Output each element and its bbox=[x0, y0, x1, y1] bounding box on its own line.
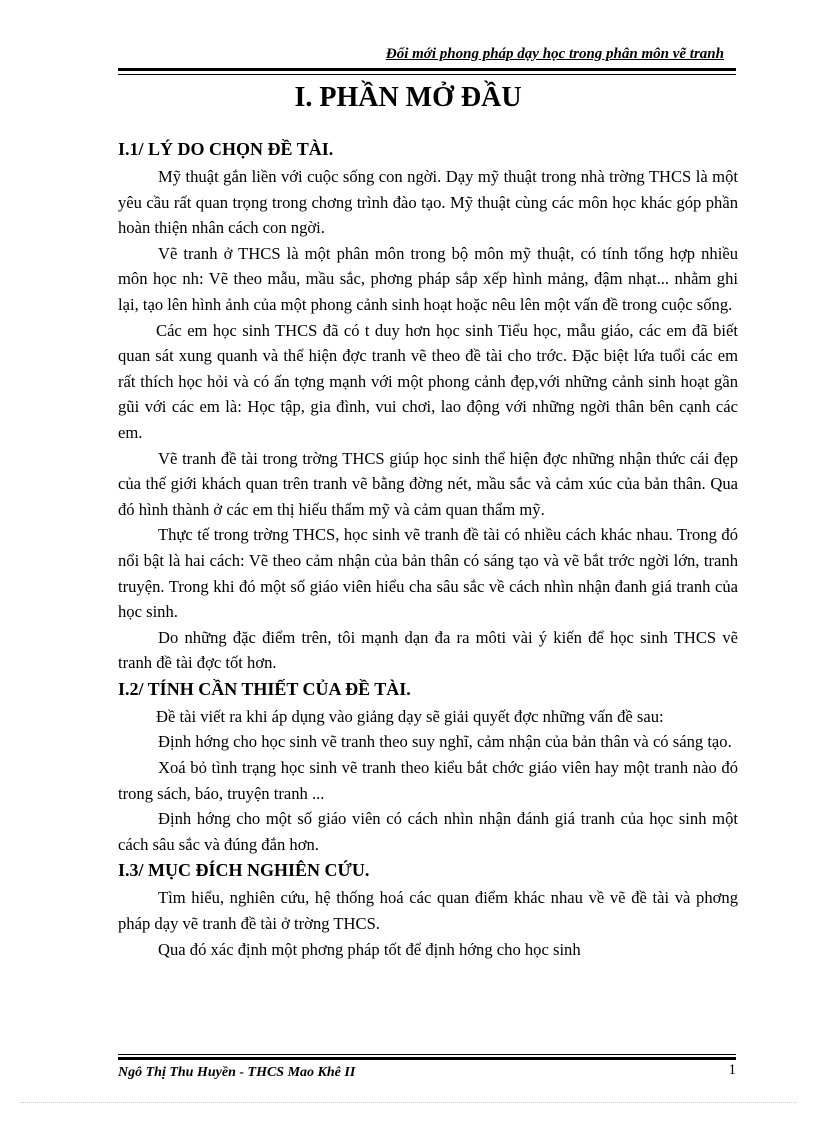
paragraph: Vẽ tranh ở THCS là một phân môn trong bộ môn mỹ thuật, có tính tổng hợp nhiều môn học nh: Vẽ theo mẫu, mầu sắc, phơng pháp sắp xếp hình mảng, đậm nhạt... nhằm ghi lại, tạo lên hình ảnh của một phong cảnh sinh hoạt hoặc nêu lên một vấn đề trong cuộc sống. bbox=[118, 243, 738, 314]
header-rule bbox=[118, 68, 736, 75]
page-bottom-dotted-line bbox=[20, 1102, 796, 1103]
section-heading-3: I.3/ MỤC ĐÍCH NGHIÊN CỨU. bbox=[118, 860, 370, 881]
paragraph: Tìm hiểu, nghiên cứu, hệ thống hoá các quan điểm khác nhau về vẽ đề tài và phơng pháp dạy vẽ tranh đề tài ở trờng THCS. bbox=[118, 888, 738, 934]
footer-author: Ngô Thị Thu Huyền - THCS Mao Khê II bbox=[118, 1065, 356, 1080]
paragraph: Định hớng cho một số giáo viên có cách nhìn nhận đánh giá tranh của học sinh một cách sâu sắc và đúng đắn hơn. bbox=[118, 809, 738, 854]
paragraph: Các em học sinh THCS đã có t duy hơn học sinh Tiểu học, mẫu giáo, các em đã biết quan sát xung quanh và thể hiện đợc tranh vẽ theo đề tài cho trớc. Đặc biệt lứa tuổi các em rất thích học hỏi và có ấn tợng mạnh với một phong cảnh đẹp,với những cảnh sinh hoạt gần gũi với các em là: Học tập, gia đình, vui chơi, lao động với những ngời thân bên cạnh các em. bbox=[118, 320, 738, 442]
page-title: I. PHẦN MỞ ĐẦU bbox=[294, 82, 522, 113]
paragraph: Do những đặc điểm trên, tôi mạnh dạn đa ra môti vài ý kiến để học sinh THCS vẽ tranh đề tài đợc tốt hơn. bbox=[118, 627, 738, 673]
running-header: Đổi mới phong pháp dạy học trong phân môn vẽ tranh bbox=[385, 46, 724, 62]
paragraph: Qua đó xác định một phơng pháp tốt để định hớng cho học sinh bbox=[158, 939, 581, 959]
paragraph: Thực tế trong trờng THCS, học sinh vẽ tranh đề tài có nhiều cách khác nhau. Trong đó nổi bật là hai cách: Vẽ theo cảm nhận của bản thân có sáng tạo và vẽ bắt trớc ngời lớn, tranh truyện. Trong khi đó một số giáo viên hiểu cha sâu sắc về cách nhìn nhận đanh giá tranh của học sinh. bbox=[118, 525, 738, 622]
page-footer bbox=[118, 1054, 736, 1081]
document-body bbox=[118, 136, 738, 962]
footer-rule bbox=[118, 1054, 736, 1060]
section-heading-1: I.1/ LÝ DO CHỌN ĐỀ TÀI. bbox=[118, 139, 334, 159]
section-heading-2: I.2/ TÍNH CẦN THIẾT CỦA ĐỀ TÀI. bbox=[118, 678, 411, 699]
paragraph: Mỹ thuật gắn liền với cuộc sống con ngời. Dạy mỹ thuật trong nhà trờng THCS là một yêu cầu rất quan trọng trong chơng trình đào tạo. Mỹ thuật cùng các môn học khác góp phần hoàn thiện nhân cách con ngời. bbox=[118, 167, 738, 238]
paragraph: Định hớng cho học sinh vẽ tranh theo suy nghĩ, cảm nhận của bản thân và có sáng tạo. bbox=[158, 732, 732, 752]
page-number: 1 bbox=[728, 1062, 736, 1078]
paragraph: Đề tài viết ra khi áp dụng vào giảng dạy sẽ giải quyết đợc những vấn đề sau: bbox=[156, 706, 664, 726]
paragraph: Vẽ tranh đề tài trong trờng THCS giúp học sinh thể hiện đợc những nhận thức cái đẹp của thế giới khách quan trên tranh vẽ bằng đờng nét, mầu sắc và cảm xúc của bản thân. Qua đó hình thành ở các em thị hiếu thẩm mỹ và cảm quan thẩm mỹ. bbox=[118, 448, 738, 519]
paragraph: Xoá bỏ tình trạng học sinh vẽ tranh theo kiểu bắt chớc giáo viên hay một tranh nào đó trong sách, báo, truyện tranh ... bbox=[118, 758, 738, 803]
